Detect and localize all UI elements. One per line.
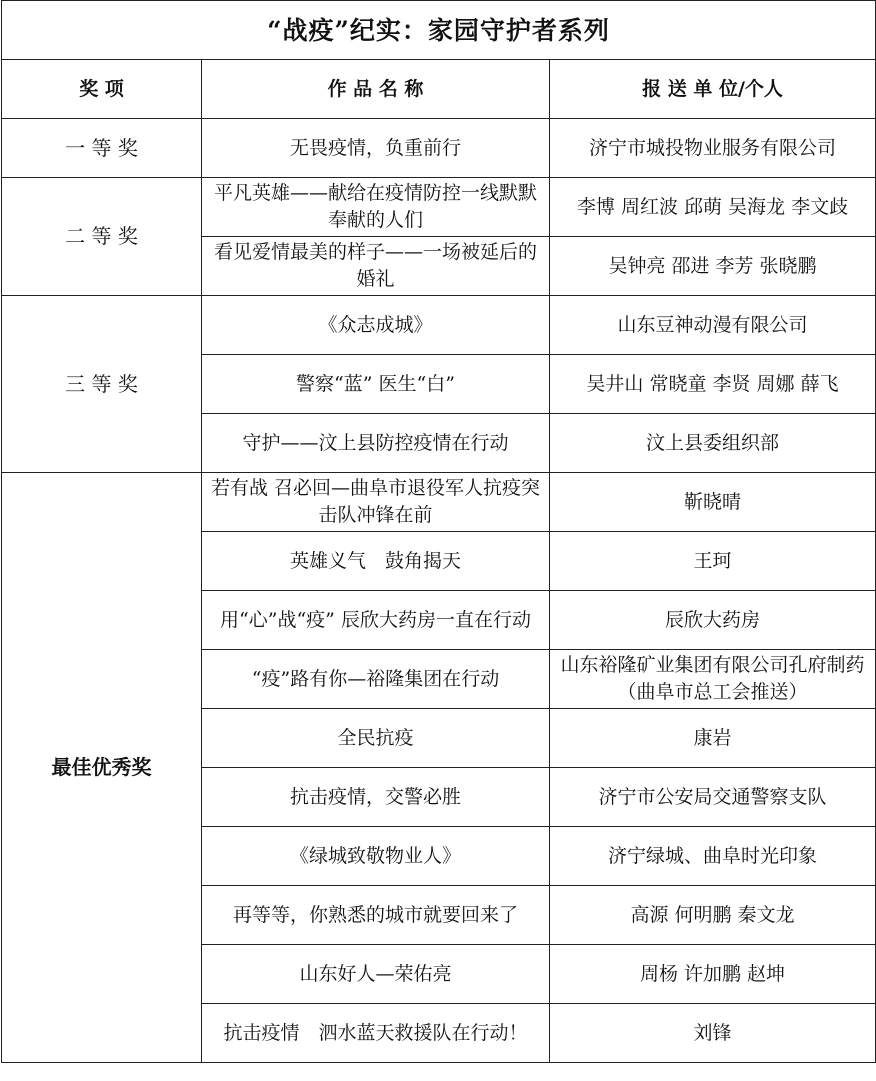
work-cell: 平凡英雄——献给在疫情防控一线默默奉献的人们	[202, 178, 550, 237]
header-award: 奖 项	[2, 60, 202, 119]
work-cell: 再等等，你熟悉的城市就要回来了	[202, 886, 550, 945]
work-cell: 无畏疫情，负重前行	[202, 119, 550, 178]
table-row	[2, 178, 876, 237]
award-cell-best: 最佳优秀奖	[2, 473, 202, 1063]
table-row	[2, 119, 876, 178]
award-cell-first: 一 等 奖	[2, 119, 202, 178]
submitter-cell: 王珂	[550, 532, 876, 591]
submitter-cell: 济宁市公安局交通警察支队	[550, 768, 876, 827]
work-cell: 全民抗疫	[202, 709, 550, 768]
award-cell-second: 二 等 奖	[2, 178, 202, 296]
work-cell: 若有战 召必回—曲阜市退役军人抗疫突击队冲锋在前	[202, 473, 550, 532]
table-row	[2, 473, 876, 532]
submitter-cell: 周杨 许加鹏 赵坤	[550, 945, 876, 1004]
work-cell: 抗击疫情 泗水蓝天救援队在行动！	[202, 1004, 550, 1063]
submitter-cell: 刘锋	[550, 1004, 876, 1063]
submitter-cell: 汶上县委组织部	[550, 414, 876, 473]
work-cell: 守护——汶上县防控疫情在行动	[202, 414, 550, 473]
work-cell: 山东好人—荣佑亮	[202, 945, 550, 1004]
awards-table	[1, 0, 876, 1063]
work-cell: 看见爱情最美的样子——一场被延后的婚礼	[202, 237, 550, 296]
table-row	[2, 296, 876, 355]
work-cell: “疫”路有你—裕隆集团在行动	[202, 650, 550, 709]
submitter-cell: 吴井山 常晓童 李贤 周娜 薛飞	[550, 355, 876, 414]
work-cell: 用“心”战“疫” 辰欣大药房一直在行动	[202, 591, 550, 650]
header-work: 作 品 名 称	[202, 60, 550, 119]
submitter-cell: 山东豆神动漫有限公司	[550, 296, 876, 355]
table-title: “战疫”纪实：家园守护者系列	[2, 1, 876, 60]
submitter-cell: 济宁市城投物业服务有限公司	[550, 119, 876, 178]
submitter-cell: 山东裕隆矿业集团有限公司孔府制药（曲阜市总工会推送）	[550, 650, 876, 709]
submitter-cell: 吴钟亮 邵进 李芳 张晓鹏	[550, 237, 876, 296]
submitter-cell: 高源 何明鹏 秦文龙	[550, 886, 876, 945]
work-cell: 抗击疫情，交警必胜	[202, 768, 550, 827]
submitter-cell: 济宁绿城、曲阜时光印象	[550, 827, 876, 886]
submitter-cell: 辰欣大药房	[550, 591, 876, 650]
submitter-cell: 靳晓晴	[550, 473, 876, 532]
work-cell: 《绿城致敬物业人》	[202, 827, 550, 886]
work-cell: 英雄义气 鼓角揭天	[202, 532, 550, 591]
submitter-cell: 康岩	[550, 709, 876, 768]
award-cell-third: 三 等 奖	[2, 296, 202, 473]
work-cell: 《众志成城》	[202, 296, 550, 355]
submitter-cell: 李博 周红波 邱萌 吴海龙 李文歧	[550, 178, 876, 237]
work-cell: 警察“蓝” 医生“白”	[202, 355, 550, 414]
header-submitter: 报 送 单 位/个人	[550, 60, 876, 119]
header-row	[2, 60, 876, 119]
